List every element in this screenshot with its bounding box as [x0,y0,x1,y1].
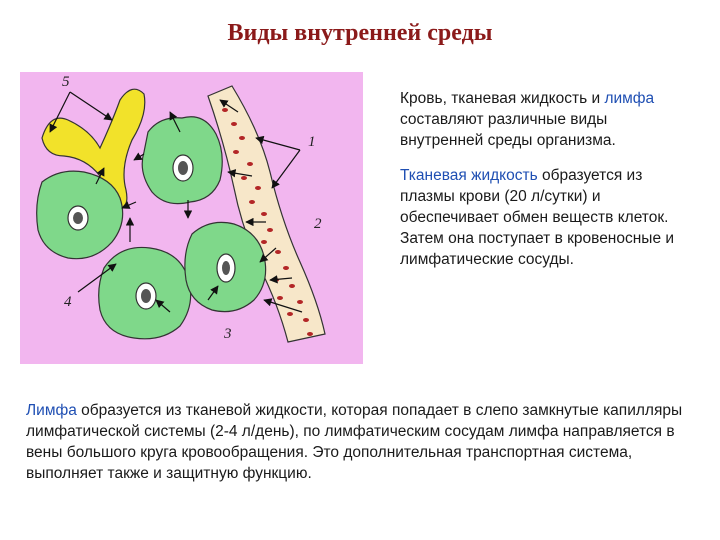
tissue-fluid-figure [20,72,363,364]
nucleus-core [141,289,151,303]
figure-label-3: 3 [224,326,232,342]
nucleus-core [178,161,188,175]
right-text-block [400,88,690,284]
highlight-term: лимфа [604,90,655,107]
nucleus-core [222,261,230,275]
figure-label-2: 2 [314,216,322,232]
highlight-term: Тканевая жидкость [400,167,538,184]
paragraph-text: составляют различные виды внутренней среды организма. [400,111,616,149]
figure-label-4: 4 [64,294,72,310]
paragraph-text: Кровь, тканевая жидкость и [400,90,605,107]
paragraph-internal-environment [400,88,690,151]
paragraph-tissue-fluid [400,165,690,270]
figure-label-1: 1 [308,134,316,150]
paragraph-text: образуется из плазмы крови (20 л/сутки) и обеспечивает обмен веществ клеток. Затем она поступает в кровеносные и лимфатические сосуды. [400,167,675,268]
nucleus-core [73,212,83,224]
page-title: Виды внутренней среды [227,20,493,46]
highlight-term: Лимфа [26,402,77,419]
figure-label-5: 5 [62,74,70,90]
paragraph-text: образуется из тканевой жидкости, которая попадает в слепо замкнутые капилляры лимфатической системы (2-4 л/день), по лимфатическим сосудам лимфа направляется в вены большого круга кровообращения. Это дополнительная транспортная система, выполняет также и защитную функцию. [26,402,683,482]
paragraph-lymph [26,400,701,484]
